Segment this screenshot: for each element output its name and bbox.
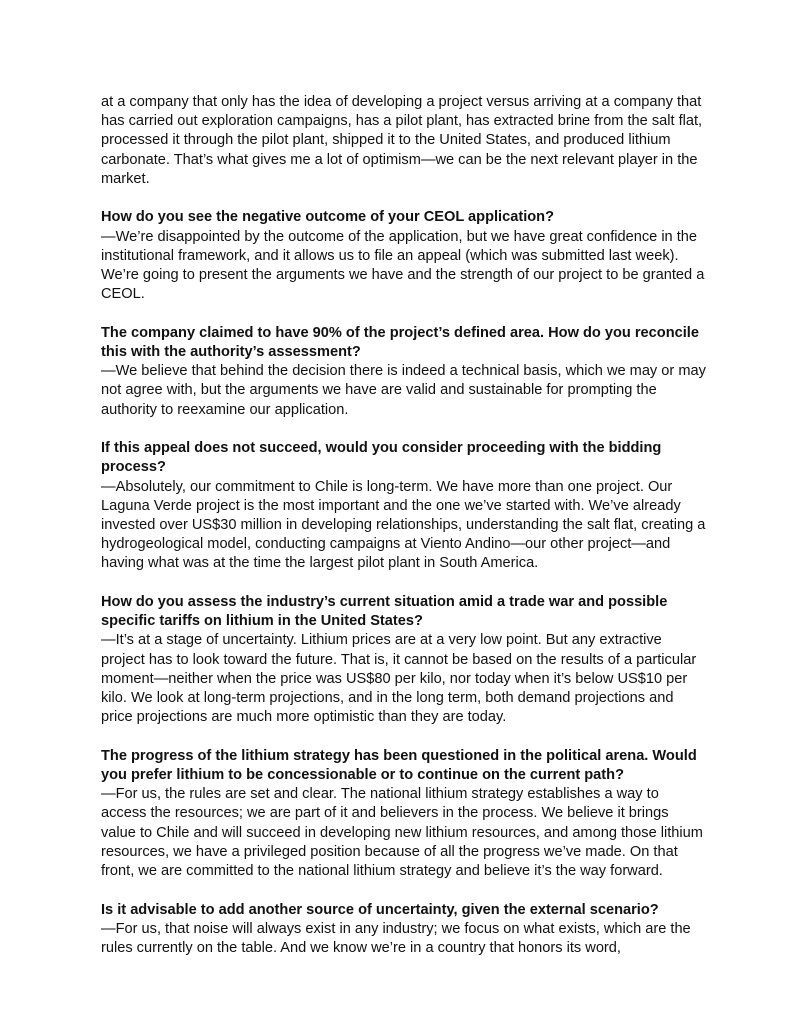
answer-4: —It’s at a stage of uncertainty. Lithium prices are at a very low point. But any extractive project has to look toward the future. That is, it cannot be based on the results of a particular moment—neither when the price was US$80 per kilo, nor today when it’s below US$10 per kilo. We look at long-term projections, and in the long term, both demand projections and price projections are much more optimistic than they are today. (101, 632, 697, 726)
question-4: How do you assess the industry’s current situation amid a trade war and possible specific tariffs on lithium in the United States? (101, 594, 668, 630)
answer-6: —For us, that noise will always exist in any industry; we focus on what exists, which are the rules currently on the table. And we know we’re in a country that honors its word, (101, 920, 691, 957)
qa-block-1 (101, 208, 706, 304)
qa-block-2 (101, 324, 706, 420)
question-5: The progress of the lithium strategy has been questioned in the political arena. Would you prefer lithium to be concessionable or to continue on the current path? (101, 747, 697, 784)
answer-3: —Absolutely, our commitment to Chile is long-term. We have more than one project. Our Laguna Verde project is the most important and the one we’ve started with. We’ve already invested over US$30 million in developing relationships, understanding the salt flat, creating a hydrogeological model, conducting campaigns at Viento Andino—our other project—and having what was at the time the largest pilot plant in South America. (101, 478, 706, 572)
intro-paragraph: at a company that only has the idea of developing a project versus arriving at a company that has carried out exploration campaigns, has a pilot plant, has extracted brine from the salt flat, processed it through the pilot plant, shipped it to the United States, and produced lithium carbonate. That’s what gives me a lot of optimism—we can be the next relevant player in the market. (101, 94, 703, 187)
answer-5: —For us, the rules are set and clear. The national lithium strategy establishes a way to access the resources; we are part of it and believers in the process. We believe it brings value to Chile and will succeed in developing new lithium resources, and among those lithium resources, we have a privileged position because of all the progress we’ve made. On that front, we are committed to the national lithium strategy and believe it’s the way forward. (101, 786, 703, 880)
qa-block-3 (101, 439, 706, 573)
answer-2: —We believe that behind the decision there is indeed a technical basis, which we may or may not agree with, but the arguments we have are valid and sustainable for prompting the authority to reexamine our application. (101, 363, 706, 418)
question-1: How do you see the negative outcome of your CEOL application? (101, 209, 555, 226)
qa-block-6 (101, 901, 706, 959)
answer-1: —We’re disappointed by the outcome of the application, but we have great confidence in the institutional framework, and it allows us to file an appeal (which was submitted last week). We’re going to present the arguments we have and the strength of our project to be granted a CEOL. (101, 228, 705, 303)
question-6: Is it advisable to add another source of uncertainty, given the external scenario? (101, 901, 659, 918)
document-page (101, 93, 706, 978)
question-3: If this appeal does not succeed, would you consider proceeding with the bidding process? (101, 440, 662, 476)
qa-block-5 (101, 747, 706, 881)
qa-block-4 (101, 593, 706, 727)
question-2: The company claimed to have 90% of the project’s defined area. How do you reconcile this with the authority’s assessment? (101, 324, 699, 361)
